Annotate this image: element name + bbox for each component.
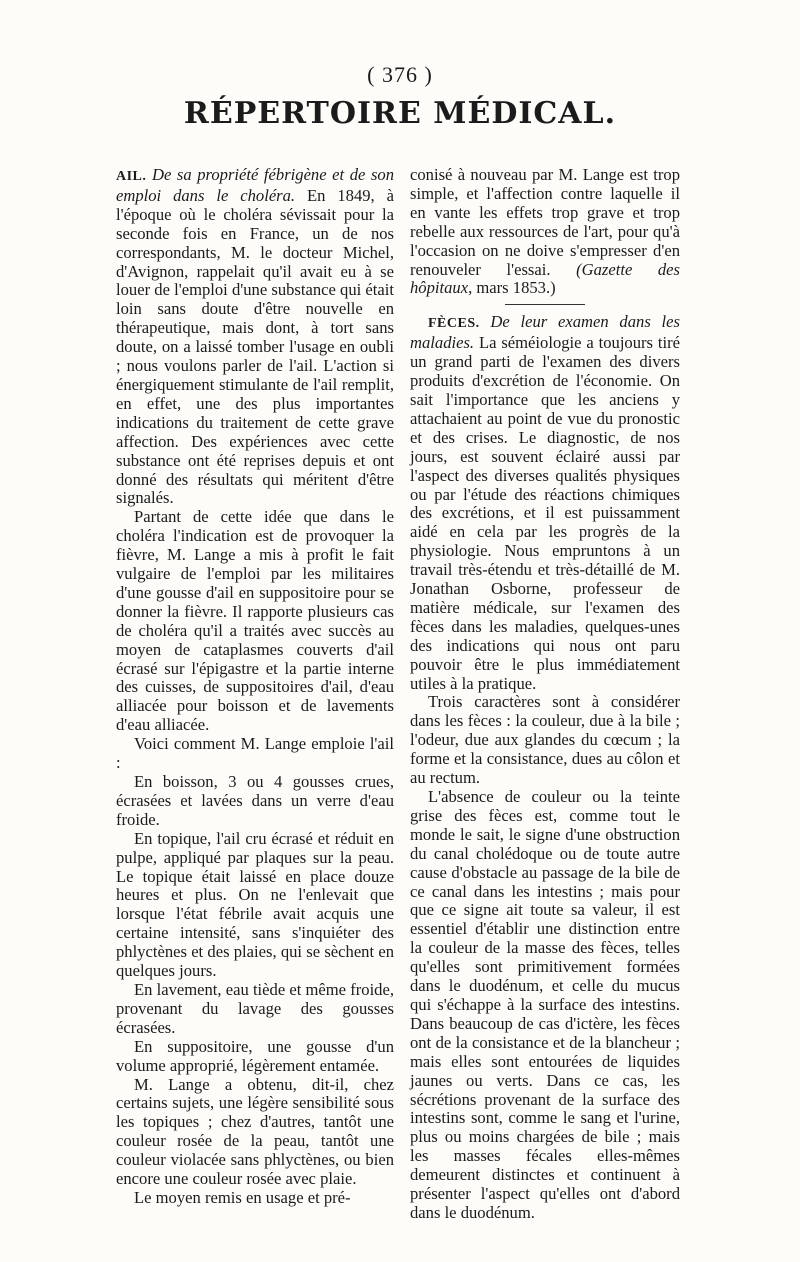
article-ail-paragraph-4: En boisson, 3 ou 4 gousses crues, écrasées et lavées dans un verre d'eau froide. [116, 772, 394, 829]
article-ail-paragraph-9: Le moyen remis en usage et pré- [134, 1187, 351, 1207]
article-ail-continuation [410, 166, 680, 298]
article-ail-continuation-text: conisé à nouveau par M. Lange est trop simple, et l'affection contre laquelle il en vante les effets trop grave et trop rebelle aux ressources de l'art, pour qu'à l'occasion on ne doive s'empresser d'en renouveler l'essai. [410, 165, 680, 279]
article-feces-subtitle: De leur examen dans les maladies. [410, 312, 680, 353]
article-ail-head: AIL. [116, 169, 147, 184]
left-column [116, 166, 394, 1208]
article-ail-source-date: mars 1853.) [472, 278, 556, 298]
article-ail-text-1: En 1849, à l'époque où le choléra sévissait pour la seconde fois en France, un de nos correspondants, M. le docteur Michel, d'Avignon, rappelait qu'il avait eu à se louer de l'emploi d'une substance qui était loin sans doute d'être nouvelle en thérapeutique, mais dont, à tort sans doute, on a laissé tomber l'usage en oubli ; nous voulons parler de l'ail. L'action si énergiquement stimulante de l'ail remplit, en effet, une des plus importantes indications du traitement de cette grave affection. Des expériences avec cette substance ont été reprises depuis et ont donné des résultats qui méritent d'être signalés. [116, 185, 394, 508]
article-feces-text-1: La séméiologie a toujours tiré un grand parti de l'examen des divers produits d'excrétion de l'économie. On sait l'importance que les anciens y attachaient au point de vue du pronostic et des crises. Le diagnostic, de nos jours, est souvent éclairé aussi par l'aspect des diverses qualités physiques ou par l'étude des réactions chimiques des excrétions, et il est puissamment aidé en cela par les progrès de la physiologie. Nous empruntons à un travail très-étendu et très-détaillé de M. Jonathan Osborne, professeur de matière médicale, sur l'examen des fèces dans les maladies, quelques-unes des indications qui nous ont paru pouvoir être le plus immédiatement utiles à la pratique. [410, 333, 680, 693]
article-feces-head: FÈCES. [428, 316, 480, 332]
article-ail-source: (Gazette des hôpitaux, [410, 259, 680, 298]
article-ail-paragraph-3: Voici comment M. Lange emploie l'ail : [116, 734, 394, 773]
article-feces-paragraph-3: L'absence de couleur ou la teinte grise des fèces est, comme tout le monde le sait, le signe d'une obstruction du canal cholédoque ou de toute autre cause d'obstacle au passage de la bile de ce canal dans les intestins ; mais pour que ce signe ait toute sa valeur, il est essentiel d'établir une distinction entre la couleur de la masse des fèces, telles qu'elles sont primitivement formées dans le duodénum, et celle du mucus qui s'échappe à la surface des intestins. Dans beaucoup de cas d'ictère, les fèces ont de la consistance et de la blancheur ; mais elles sont entourées de liquides jaunes ou verts. Dans ce cas, les sécrétions provenant de la surface des intestins sont, comme le sang et l'urine, plus ou moins chargées de bile ; mais les masses fécales elles-mêmes demeurent distinctes et continuent à présenter l'aspect qu'elles ont d'abord dans le duodénum. [410, 787, 680, 1222]
article-ail-paragraph-5: En topique, l'ail cru écrasé et réduit en pulpe, appliqué par plaques sur la peau. Le topique était laissé en place douze heures et plus. On ne l'enlevait que lorsque l'état fébrile avait acquis une certaine intensité, sans s'inquiéter des phlyctènes et des plaies, qui se sèchent en quelques jours. [116, 828, 394, 981]
article-ail-paragraph-1 [116, 166, 394, 508]
article-ail-paragraph-7: En suppositoire, une gousse d'un volume approprié, légèrement entamée. [116, 1036, 394, 1075]
article-ail-subtitle: De sa propriété fébrigène et de son emploi dans le choléra. [116, 165, 394, 205]
article-ail-paragraph-8: M. Lange a obtenu, dit-il, chez certains sujets, une légère sensibilité sous les topiques ; chez d'autres, tantôt une couleur rosée de la peau, tantôt une couleur violacée sans phlyctènes, ou bien encore une couleur rosée avec plaie. [116, 1074, 394, 1189]
page-title: RÉPERTOIRE MÉDICAL. [183, 96, 617, 131]
page-number: ( 376 ) [367, 62, 433, 87]
article-feces-paragraph-2: Trois caractères sont à considérer dans les fèces : la couleur, due à la bile ; l'odeur, due aux glandes du cœcum ; la forme et la consistance, dues au côlon et au rectum. [410, 692, 680, 788]
right-column [410, 166, 680, 1223]
article-ail-paragraph-6: En lavement, eau tiède et même froide, provenant du lavage des gousses écrasées. [116, 979, 394, 1037]
article-feces-paragraph-1 [410, 313, 680, 693]
article-divider [505, 304, 585, 305]
article-ail-paragraph-2: Partant de cette idée que dans le choléra l'indication est de provoquer la fièvre, M. Lange a mis à profit le fait vulgaire de l'emploi par les militaires d'une gousse d'ail en suppositoire pour se donner la fièvre. Il rapporte plusieurs cas de choléra qu'il a traités avec succès au moyen de cataplasmes couverts d'ail écrasé sur l'épigastre et la partie interne des cuisses, de suppositoires d'ail, d'eau alliacée pour boisson et de lavements d'eau alliacée. [116, 507, 394, 735]
